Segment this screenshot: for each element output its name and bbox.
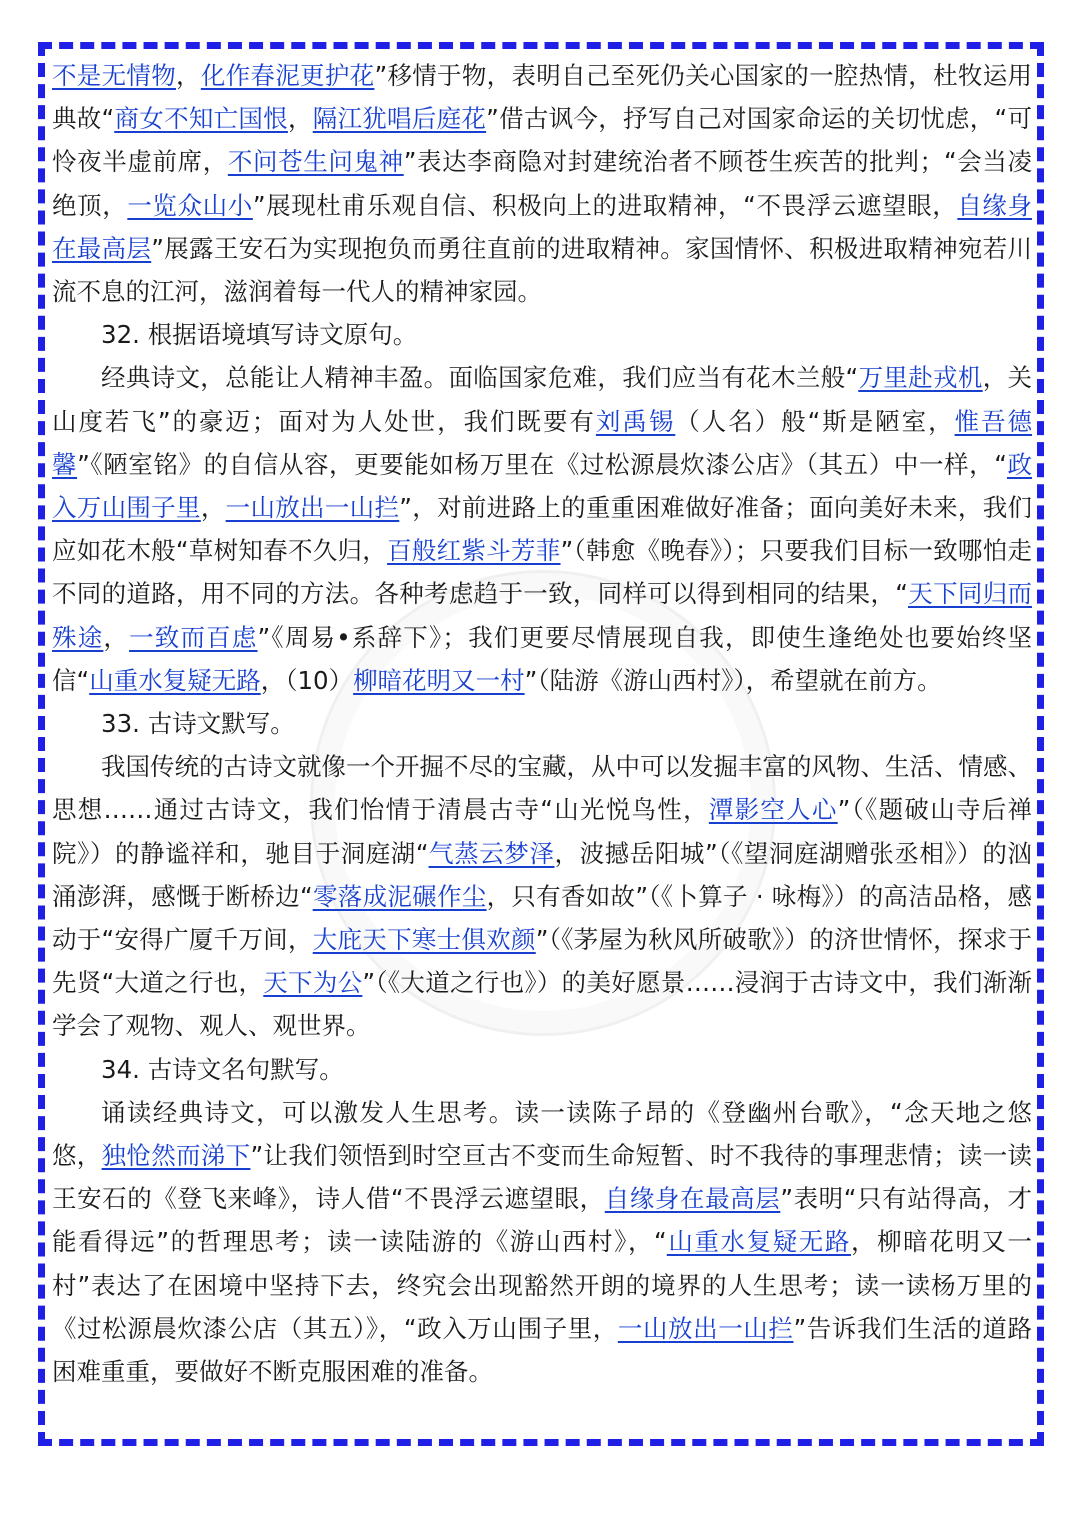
body-text: ， — [200, 493, 226, 523]
body-text: ， — [176, 61, 201, 90]
document-body — [52, 54, 1032, 1393]
answer-text: 自缘身在最高层 — [604, 1184, 781, 1214]
answer-text: 不是无情物 — [52, 61, 177, 90]
paragraph — [52, 1048, 1032, 1091]
body-text: ”移情于物，表明自己至死仍关心国家的一腔热情，杜牧运用典故“ — [52, 61, 1033, 134]
answer-text: 自缘身在最高层 — [52, 190, 1033, 263]
paragraph — [52, 313, 1032, 356]
answer-text: 气蒸云梦泽 — [428, 838, 555, 868]
body-text: ，柳暗花明又一村”表达了在困境中坚持下去，终究会出现豁然开朗的境界的人生思考；读一读杨万里的《过松源晨炊漆公店（其五）》，“政入万山围子里， — [52, 1227, 1033, 1343]
paragraph — [52, 702, 1032, 745]
answer-text: 大庇天下寒士俱欢颜 — [312, 925, 536, 955]
answer-text: 山重水复疑无路 — [666, 1227, 851, 1257]
answer-text: 不问苍生问鬼神 — [227, 147, 404, 177]
paragraph — [52, 1091, 1032, 1393]
body-text: ”《陋室铭》的自信从容，更要能如杨万里在《过松源晨炊漆公店》（其五）中一样，“ — [77, 449, 1007, 479]
body-text: ”让我们领悟到时空亘古不变而生命短暂、时不我待的事理悲情；读一读王安石的《登飞来峰》，诗人借“不畏浮云遮望眼， — [52, 1141, 1033, 1214]
answer-text: 刘禹锡 — [595, 406, 676, 436]
body-text: ”展露王安石为实现抱负而勇往直前的进取精神。家国情怀、积极进取精神宛若川流不息的江河，滋润着每一代人的精神家园。 — [52, 233, 1032, 307]
body-text: ”表达李商隐对封建统治者不顾苍生疾苦的批判；“会当凌绝顶， — [52, 147, 1033, 220]
answer-text: 万里赴戎机 — [858, 363, 983, 393]
answer-text: 惟吾德馨 — [52, 406, 1033, 479]
answer-text: 一致而百虑 — [129, 622, 258, 652]
answer-text: 天下为公 — [263, 968, 363, 998]
body-text: ”告诉我们生活的道路困难重重，要做好不断克服困难的准备。 — [52, 1313, 1033, 1387]
answer-text: 独怆然而涕下 — [101, 1141, 251, 1171]
body-text: ”《周易•系辞下》；我们更要尽情展现自我，即使生逢绝处也要始终坚信“ — [52, 622, 1033, 695]
body-text: ”表明“只有站得高，才能看得远”的哲理思考；读一读陆游的《游山西村》，“ — [52, 1184, 1033, 1257]
answer-text: 潭影空人心 — [708, 795, 838, 825]
answer-text: 天下同归而殊途 — [52, 579, 1032, 652]
body-text: ”（陆游《游山西村》），希望就在前方。 — [524, 665, 942, 695]
body-text: 32. 根据语境填写诗文原句。 — [101, 320, 418, 350]
body-text: ，关山度若飞”的豪迈；面对为人处世，我们既要有 — [52, 363, 1033, 436]
answer-text: 商女不知亡国恨 — [114, 104, 288, 134]
body-text: ， — [103, 622, 130, 652]
body-text: ，波撼岳阳城”（《望洞庭湖赠张丞相》）的汹涌澎湃，感慨于断桥边“ — [52, 838, 1032, 911]
answer-text: 化作春泥更护花 — [200, 61, 375, 90]
answer-text: 柳暗花明又一村 — [353, 665, 525, 695]
body-text: ”（《题破山寺后禅院》）的静谧祥和，驰目于洞庭湖“ — [52, 795, 1032, 868]
body-text: ， — [287, 104, 313, 134]
answer-text: 隔江犹唱后庭花 — [312, 104, 487, 134]
body-text: ”（《大道之行也》）的美好愿景……浸润于古诗文中，我们渐渐学会了观物、观人、观世界。 — [52, 968, 1032, 1041]
answer-text: 零落成泥碾作尘 — [312, 881, 487, 911]
body-text: ”（《茅屋为秋风所破歌》）的济世情怀，探求于先贤“大道之行也， — [52, 925, 1033, 998]
answer-text: 一览众山小 — [127, 190, 253, 220]
answer-text: 一山放出一山拦 — [225, 493, 400, 523]
answer-text: 政入万山围子里 — [52, 449, 1032, 523]
paragraph — [52, 356, 1032, 702]
body-text: ”借古讽今，抒写自己对国家命运的关切忧虑，“可怜夜半虚前席， — [52, 104, 1033, 177]
body-text: 诵读经典诗文，可以激发人生思考。读一读陈子昂的《登幽州台歌》，“念天地之悠悠， — [52, 1097, 1032, 1171]
body-text: ，只有香如故”（《卜算子 · 咏梅》）的高洁品格，感动于“安得广厦千万间， — [52, 881, 1033, 955]
body-text: ，（10） — [260, 665, 354, 695]
body-text: 我国传统的古诗文就像一个开掘不尽的宝藏，从中可以发掘丰富的风物、生活、情感、思想……通过古诗文，我们怡情于清晨古寺“山光悦鸟性， — [52, 752, 1032, 825]
body-text: ”展现杜甫乐观自信、积极向上的进取精神，“不畏浮云遮望眼， — [252, 190, 958, 220]
paragraph — [52, 745, 1032, 1047]
body-text: 经典诗文，总能让人精神丰盈。面临国家危难，我们应当有花木兰般“ — [101, 363, 859, 393]
body-text: ”（韩愈《晚春》）；只要我们目标一致哪怕走不同的道路，用不同的方法。各种考虑趋于一致，同样可以得到相同的结果，“ — [52, 536, 1032, 609]
answer-text: 百般红紫斗芳菲 — [387, 536, 561, 566]
body-text: 33. 古诗文默写。 — [101, 709, 295, 739]
body-text: 34. 古诗文名句默写。 — [101, 1054, 344, 1084]
answer-text: 山重水复疑无路 — [89, 665, 261, 695]
body-text: （人名）般“斯是陋室， — [675, 406, 955, 436]
paragraph — [52, 54, 1032, 313]
body-text: ”，对前进路上的重重困难做好准备；面向美好未来，我们应如花木般“草树知春不久归， — [52, 493, 1033, 566]
answer-text: 一山放出一山拦 — [617, 1313, 794, 1343]
